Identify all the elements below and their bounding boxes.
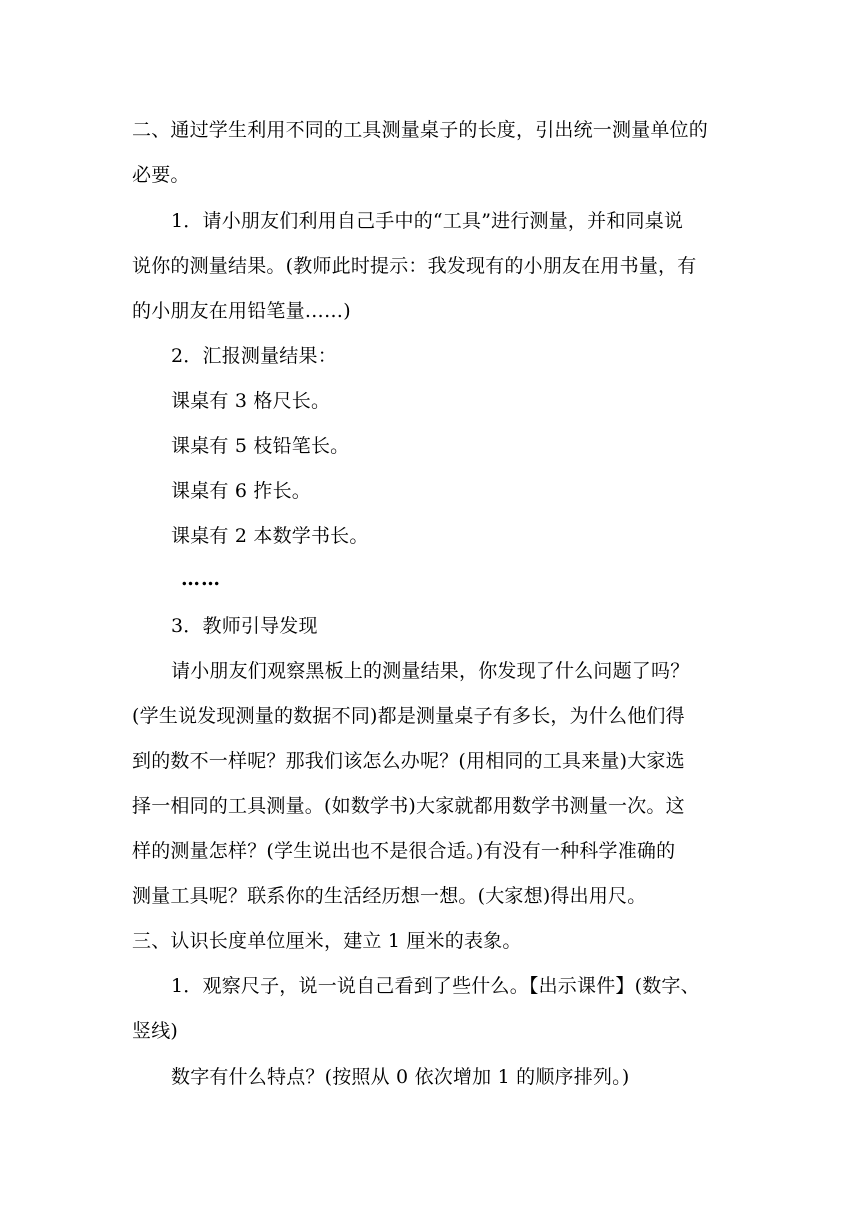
paragraph-line: 3．教师引导发现 bbox=[171, 615, 318, 637]
paragraph-line: 1．观察尺子，说一说自己看到了些什么。【出示课件】(数字、 bbox=[171, 975, 700, 997]
paragraph-line: 竖线) bbox=[132, 1020, 179, 1042]
paragraph-line: 课桌有 2 本数学书长。 bbox=[171, 525, 369, 547]
paragraph-line: 1．请小朋友们利用自己手中的“工具”进行测量，并和同桌说 bbox=[171, 210, 684, 232]
paragraph-line: (学生说发现测量的数据不同)都是测量桌子有多长，为什么他们得 bbox=[132, 705, 685, 727]
paragraph-line: 课桌有 6 拃长。 bbox=[171, 480, 311, 502]
paragraph-line: 的小朋友在用铅笔量……) bbox=[132, 300, 351, 322]
paragraph-line: 课桌有 3 格尺长。 bbox=[171, 390, 331, 412]
paragraph-line: 样的测量怎样？(学生说出也不是很合适。)有没有一种科学准确的 bbox=[132, 840, 676, 862]
paragraph-line: 课桌有 5 枝铅笔长。 bbox=[171, 435, 350, 457]
paragraph-line: 请小朋友们观察黑板上的测量结果，你发现了什么问题了吗？ bbox=[171, 660, 690, 682]
section-heading-3: 三、认识长度单位厘米，建立 1 厘米的表象。 bbox=[132, 930, 522, 952]
paragraph-line: 数字有什么特点？(按照从 0 依次增加 1 的顺序排列。) bbox=[171, 1066, 630, 1088]
paragraph-line: 测量工具呢？联系你的生活经历想一想。(大家想)得出用尺。 bbox=[132, 885, 647, 907]
ellipsis-line: …… bbox=[181, 568, 221, 590]
paragraph-line: 2．汇报测量结果： bbox=[171, 345, 337, 367]
paragraph-line: 择一相同的工具测量。(如数学书)大家就都用数学书测量一次。这 bbox=[132, 795, 685, 817]
section-heading-2-cont: 必要。 bbox=[132, 164, 190, 186]
section-heading-2: 二、通过学生利用不同的工具测量桌子的长度，引出统一测量单位的 bbox=[132, 119, 709, 141]
paragraph-line: 到的数不一样呢？那我们该怎么办呢？(用相同的工具来量)大家选 bbox=[132, 750, 685, 772]
paragraph-line: 说你的测量结果。(教师此时提示：我发现有的小朋友在用书量，有 bbox=[132, 255, 697, 277]
